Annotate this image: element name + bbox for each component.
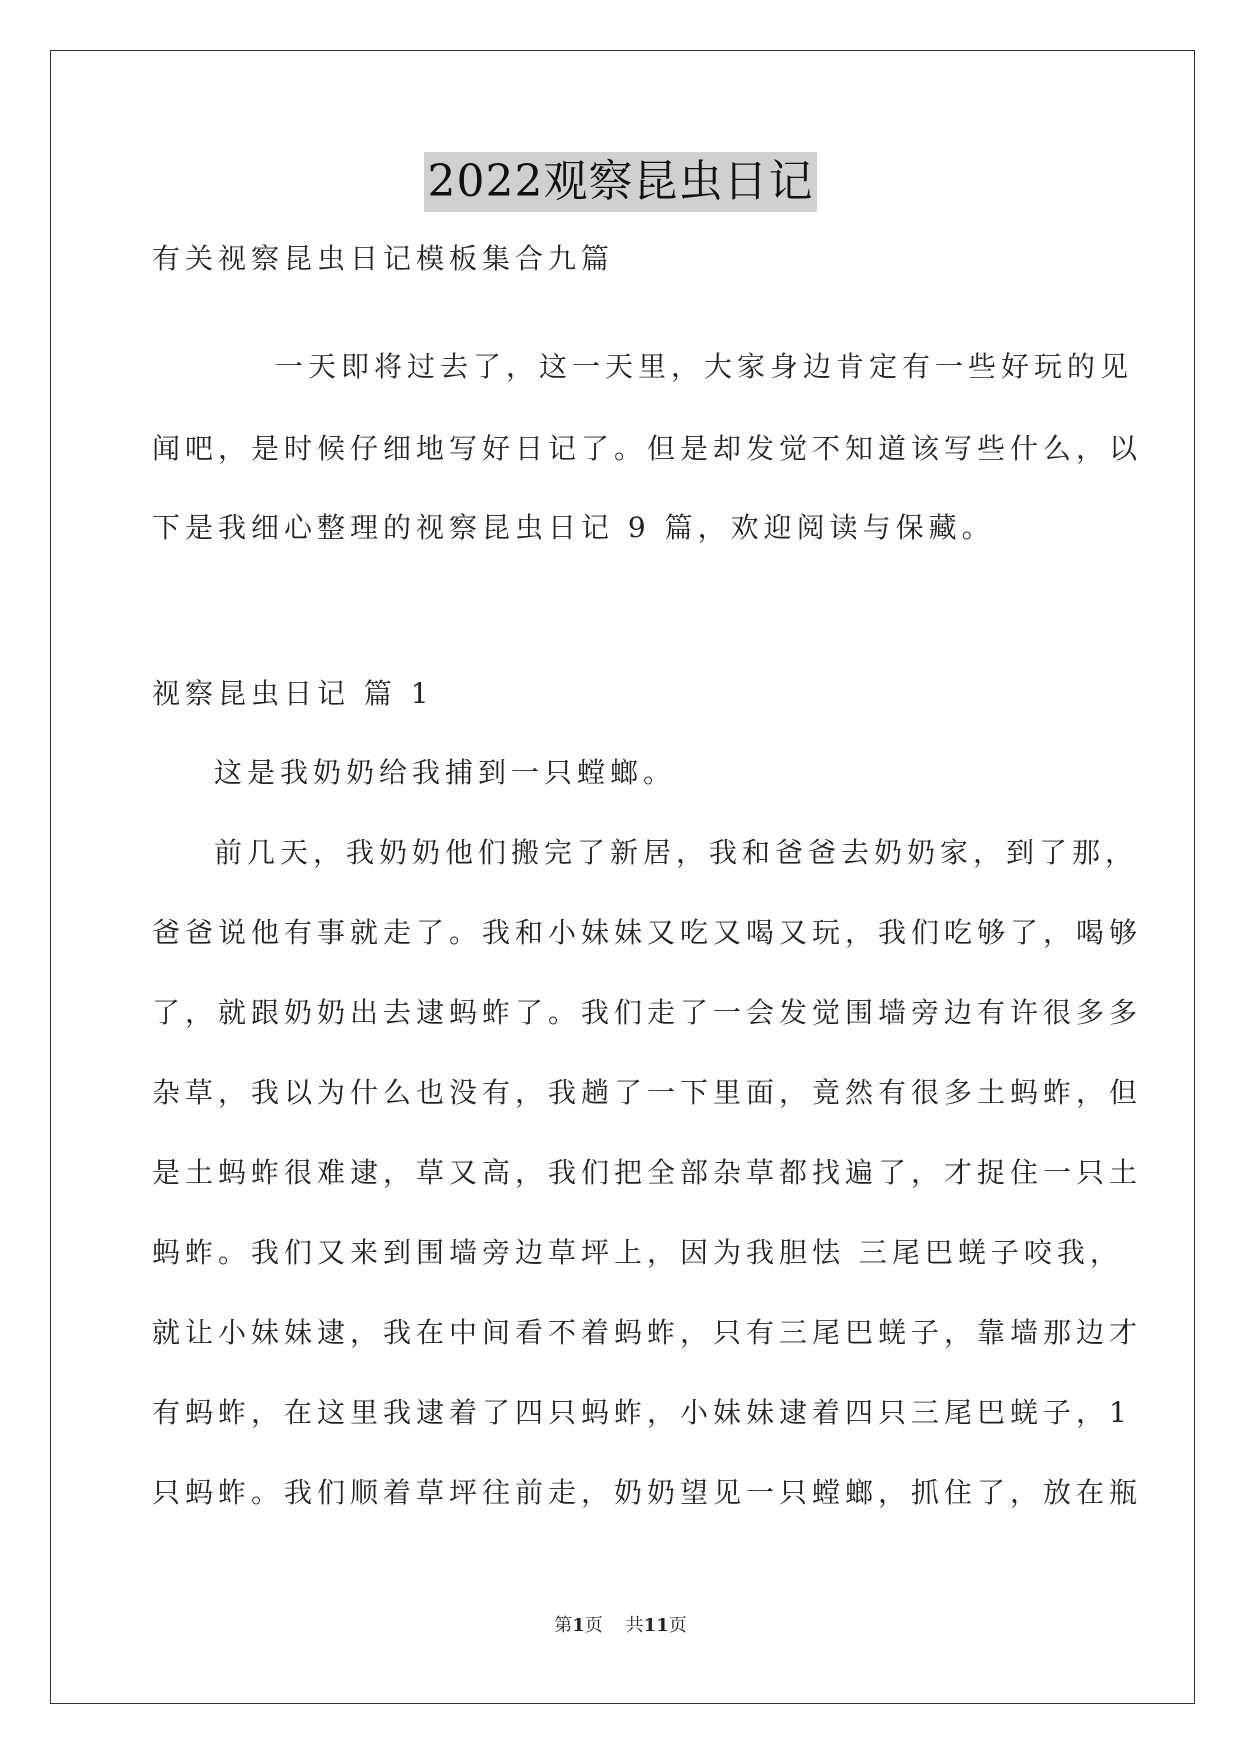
section-heading: 视察昆虫日记 篇 1 — [152, 677, 434, 710]
page-footer — [0, 1614, 1241, 1638]
paragraph-line: 闻吧，是时候仔细地写好日记了。但是却发觉不知道该写些什么，以 — [152, 432, 1143, 465]
paragraph-line: 了，就跟奶奶出去逮蚂蚱了。我们走了一会发觉围墙旁边有许很多多 — [152, 996, 1143, 1029]
paragraph-line: 就让小妹妹逮，我在中间看不着蚂蚱，只有三尾巴蜣子，靠墙那边才 — [152, 1316, 1143, 1349]
document-title: 2022观察昆虫日记 — [424, 152, 818, 212]
paragraph-line: 这是我奶奶给我捕到一只螳螂。 — [214, 756, 677, 789]
paragraph-line: 杂草，我以为什么也没有，我趟了一下里面，竟然有很多土蚂蚱，但 — [152, 1076, 1143, 1109]
footer-page-suffix: 页 — [668, 1615, 687, 1636]
page-border — [50, 50, 1195, 1704]
subtitle-line: 有关视察昆虫日记模板集合九篇 — [152, 242, 615, 275]
footer-page-prefix: 第 — [554, 1615, 573, 1636]
paragraph-line: 下是我细心整理的视察昆虫日记 9 篇，欢迎阅读与保藏。 — [152, 511, 995, 544]
footer-page-current: 1 — [572, 1615, 585, 1636]
paragraph-line: 只蚂蚱。我们顺着草坪往前走，奶奶望见一只螳螂，抓住了，放在瓶 — [152, 1476, 1143, 1509]
paragraph-line: 有蚂蚱，在这里我逮着了四只蚂蚱，小妹妹逮着四只三尾巴蜣子，1 — [152, 1396, 1132, 1429]
footer-page-mid: 页 共 — [584, 1615, 644, 1636]
footer-page-total: 11 — [643, 1615, 669, 1636]
paragraph-line: 一天即将过去了，这一天里，大家身边肯定有一些好玩的见 — [275, 350, 1134, 383]
title-container — [0, 152, 1241, 212]
paragraph-line: 是土蚂蚱很难逮，草又高，我们把全部杂草都找遍了，才捉住一只土 — [152, 1156, 1143, 1189]
paragraph-line: 蚂蚱。我们又来到围墙旁边草坪上，因为我胆怯 三尾巴蜣子咬我， — [152, 1236, 1123, 1269]
paragraph-line: 爸爸说他有事就走了。我和小妹妹又吃又喝又玩，我们吃够了，喝够 — [152, 916, 1143, 949]
paragraph-line: 前几天，我奶奶他们搬完了新居，我和爸爸去奶奶家，到了那， — [214, 836, 1139, 869]
